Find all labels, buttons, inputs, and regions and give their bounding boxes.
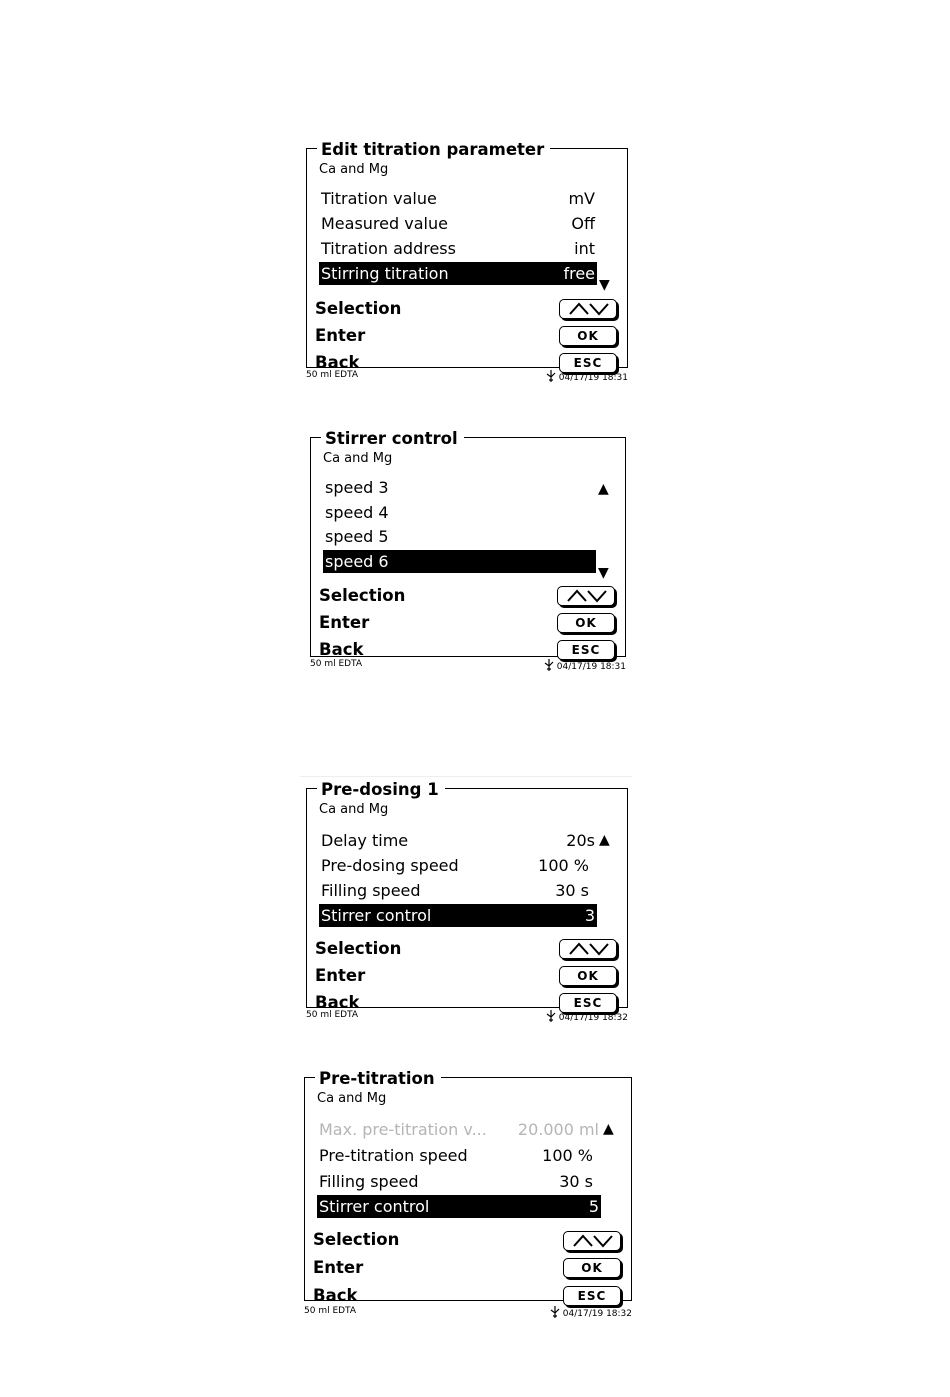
param-label: Delay time — [321, 831, 409, 850]
param-row-measured-value[interactable] — [319, 212, 597, 235]
screen-title: Pre-titration — [315, 1071, 441, 1087]
footer-status — [546, 1010, 628, 1023]
up-down-key-button[interactable] — [559, 939, 617, 959]
param-row-filling-speed[interactable] — [319, 879, 597, 902]
up-down-key-button[interactable] — [557, 586, 615, 606]
param-label: Stirring titration — [321, 264, 449, 283]
footer-method: 50 ml EDTA — [304, 1306, 357, 1316]
param-value: 20.000 ml — [517, 1120, 599, 1139]
scroll-down-icon[interactable]: ▼ — [598, 565, 609, 581]
enter-label: Enter — [315, 326, 366, 345]
option-speed-6-selected[interactable] — [323, 550, 596, 573]
footer-method: 50 ml EDTA — [306, 370, 359, 380]
up-down-chevron-icon — [560, 940, 616, 958]
esc-key-button[interactable]: ESC — [557, 640, 615, 660]
enter-label: Enter — [319, 613, 370, 632]
up-down-key-button[interactable] — [563, 1231, 621, 1251]
param-value: 5 — [588, 1197, 599, 1216]
screen-title: Pre-dosing 1 — [317, 782, 445, 798]
param-value: int — [574, 239, 595, 258]
param-row-max-pre-titration-volume[interactable] — [317, 1118, 601, 1141]
up-down-chevron-icon — [560, 300, 616, 318]
back-label: Back — [313, 1286, 358, 1305]
scroll-up-icon[interactable]: ▲ — [598, 481, 609, 497]
ok-key-button[interactable]: OK — [563, 1258, 621, 1278]
footer-datetime: 04/17/19 18:32 — [562, 1309, 632, 1319]
param-value: 30 s — [555, 881, 589, 900]
param-label: Titration value — [321, 189, 437, 208]
footer-method: 50 ml EDTA — [306, 1010, 359, 1020]
scroll-up-icon[interactable]: ▲ — [599, 832, 610, 848]
param-row-delay-time[interactable] — [319, 829, 597, 852]
selection-label: Selection — [319, 586, 406, 605]
option-speed-4[interactable] — [323, 501, 596, 524]
option-label: speed 5 — [325, 527, 389, 546]
usb-icon — [546, 370, 556, 382]
option-speed-3[interactable] — [323, 476, 596, 499]
ok-key-button[interactable]: OK — [559, 326, 617, 346]
footer-method: 50 ml EDTA — [310, 659, 363, 669]
param-label: Titration address — [321, 239, 456, 258]
param-label: Max. pre-titration v... — [319, 1120, 487, 1139]
scroll-up-icon[interactable]: ▲ — [603, 1121, 614, 1137]
param-value: 30 s — [559, 1172, 593, 1191]
ok-key-button[interactable]: OK — [557, 613, 615, 633]
param-row-stirring-titration-selected[interactable] — [319, 262, 597, 285]
esc-key-button[interactable]: ESC — [559, 993, 617, 1013]
footer-datetime: 04/17/19 18:31 — [556, 662, 626, 672]
param-value: Off — [571, 214, 595, 233]
selection-label: Selection — [313, 1230, 400, 1249]
param-label: Filling speed — [321, 881, 421, 900]
usb-icon — [550, 1306, 560, 1318]
up-down-key-button[interactable] — [559, 299, 617, 319]
option-label: speed 3 — [325, 478, 389, 497]
esc-key-button[interactable]: ESC — [559, 353, 617, 373]
ok-key-button[interactable]: OK — [559, 966, 617, 986]
footer-datetime: 04/17/19 18:32 — [558, 1013, 628, 1023]
footer-datetime: 04/17/19 18:31 — [558, 373, 628, 383]
param-label: Filling speed — [319, 1172, 419, 1191]
screen-frame — [306, 140, 628, 372]
param-value: 100 % — [542, 1146, 593, 1165]
param-value: mV — [568, 189, 595, 208]
divider — [300, 776, 632, 777]
screen-frame — [304, 1069, 632, 1305]
param-value: free — [563, 264, 595, 283]
param-value: 3 — [584, 906, 595, 925]
param-row-stirrer-control-selected[interactable] — [319, 904, 597, 927]
screen-subtitle: Ca and Mg — [319, 802, 389, 817]
usb-icon — [546, 1010, 556, 1022]
enter-label: Enter — [313, 1258, 364, 1277]
param-value: 100 % — [538, 856, 589, 875]
up-down-chevron-icon — [558, 587, 614, 605]
footer-status — [546, 370, 628, 383]
param-value: 20s — [566, 831, 595, 850]
enter-label: Enter — [315, 966, 366, 985]
param-row-pre-titration-speed[interactable] — [317, 1144, 601, 1167]
param-label: Measured value — [321, 214, 448, 233]
screen-frame — [310, 429, 626, 659]
usb-icon — [544, 659, 554, 671]
param-row-titration-value[interactable] — [319, 187, 597, 210]
screen-title: Stirrer control — [321, 431, 464, 447]
screen-frame — [306, 780, 628, 1012]
screen-title: Edit titration parameter — [317, 142, 550, 158]
param-row-pre-dosing-speed[interactable] — [319, 854, 597, 877]
back-label: Back — [315, 993, 360, 1012]
option-label: speed 4 — [325, 503, 389, 522]
screen-subtitle: Ca and Mg — [317, 1091, 387, 1106]
screen-subtitle: Ca and Mg — [319, 162, 389, 177]
param-label: Stirrer control — [319, 1197, 430, 1216]
param-row-filling-speed[interactable] — [317, 1170, 601, 1193]
selection-label: Selection — [315, 299, 402, 318]
param-row-stirrer-control-selected[interactable] — [317, 1195, 601, 1218]
param-label: Pre-dosing speed — [321, 856, 459, 875]
option-speed-5[interactable] — [323, 525, 596, 548]
param-label: Pre-titration speed — [319, 1146, 468, 1165]
selection-label: Selection — [315, 939, 402, 958]
param-row-titration-address[interactable] — [319, 237, 597, 260]
screen-subtitle: Ca and Mg — [323, 451, 393, 466]
up-down-chevron-icon — [564, 1232, 620, 1250]
scroll-down-icon[interactable]: ▼ — [599, 277, 610, 293]
back-label: Back — [319, 640, 364, 659]
footer-status — [550, 1306, 632, 1319]
param-label: Stirrer control — [321, 906, 432, 925]
back-label: Back — [315, 353, 360, 372]
option-label: speed 6 — [325, 552, 389, 571]
footer-status — [544, 659, 626, 672]
esc-key-button[interactable]: ESC — [563, 1286, 621, 1306]
